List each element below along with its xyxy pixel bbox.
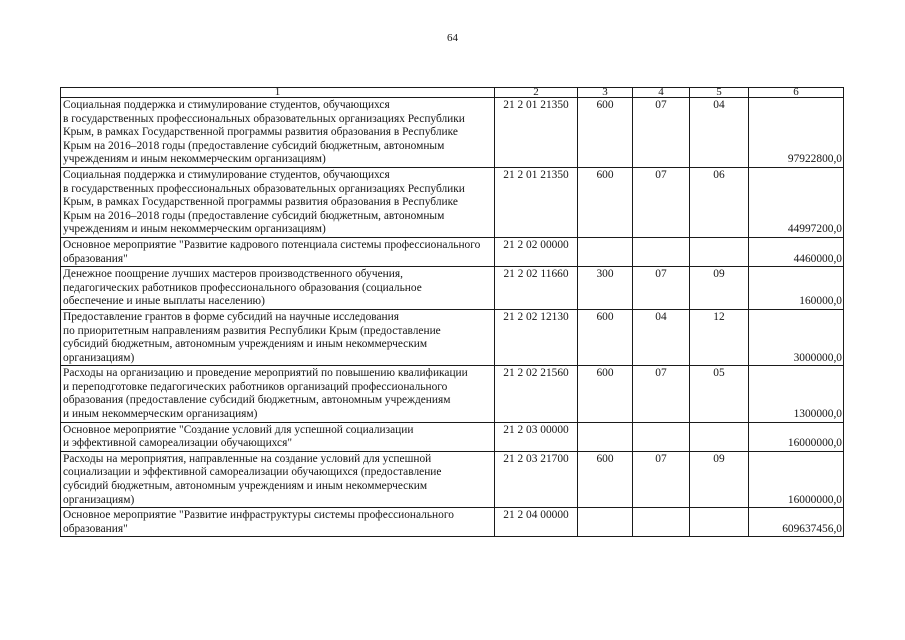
cell-column-6: 4460000,0 [749,237,844,266]
cell-column-6: 3000000,0 [749,309,844,365]
description-line: учреждениям и иным некоммерческим организациям) [63,223,326,236]
cell-column-4 [633,508,690,537]
description-line: Основное мероприятие "Создание условий для успешной социализации [63,423,414,436]
table-row [61,508,844,537]
header-cell-2: 2 [495,88,578,98]
cell-column-4: 07 [633,167,690,237]
description-line: Расходы на мероприятия, направленные на создание условий для успешной [63,452,432,465]
cell-column-5: 09 [690,267,749,310]
description-line: Денежное поощрение лучших мастеров производственного обучения, [63,268,403,281]
description-line: Социальная поддержка и стимулирование студентов, обучающихся [63,99,390,111]
description-line: педагогических работников профессионального образования (социальное [63,281,422,294]
header-cell-3: 3 [578,88,633,98]
table-row [61,267,844,310]
cell-column-4: 07 [633,451,690,507]
description-line: образования (предоставление субсидий бюджетным, автономным учреждениям [63,394,451,407]
cell-column-4: 07 [633,98,690,168]
cell-column-3: 300 [578,267,633,310]
description-line: учреждениям и иным некоммерческим организациям) [63,153,326,166]
description-line: Социальная поддержка и стимулирование студентов, обучающихся [63,168,390,181]
cell-column-5 [690,508,749,537]
cell-column-1 [61,98,495,168]
cell-column-1 [61,508,495,537]
cell-column-4 [633,237,690,266]
budget-table [60,87,844,537]
description-line: и эффективной самореализации обучающихся" [63,437,292,450]
cell-column-6: 16000000,0 [749,422,844,451]
cell-column-1 [61,267,495,310]
cell-column-1 [61,366,495,422]
cell-column-2: 21 2 02 11660 [495,267,578,310]
description-line: и иным некоммерческим организациям) [63,408,258,421]
description-line: Крым на 2016–2018 годы (предоставление субсидий бюджетным, автономным [63,209,445,222]
cell-column-6: 160000,0 [749,267,844,310]
cell-column-5: 12 [690,309,749,365]
cell-column-3: 600 [578,167,633,237]
cell-column-1 [61,451,495,507]
cell-column-3: 600 [578,366,633,422]
cell-column-2: 21 2 02 21560 [495,366,578,422]
description-line: в государственных профессиональных образовательных организациях Республики [63,112,465,125]
cell-column-2: 21 2 01 21350 [495,167,578,237]
cell-column-4: 04 [633,309,690,365]
table-header-row [61,88,844,98]
cell-column-6: 1300000,0 [749,366,844,422]
description-line: Расходы на организацию и проведение мероприятий по повышению квалификации [63,367,468,380]
description-line: Крым, в рамках Государственной программы развития образования в Республике [63,196,458,209]
cell-column-3 [578,508,633,537]
description-line: по приоритетным направлениям развития Республики Крым (предоставление [63,324,441,337]
cell-column-5 [690,422,749,451]
cell-column-5: 04 [690,98,749,168]
cell-column-4 [633,422,690,451]
cell-column-3 [578,237,633,266]
description-line: социализации и эффективной самореализации обучающихся (предоставление [63,466,442,479]
header-cell-4: 4 [633,88,690,98]
table-row [61,98,844,168]
header-cell-1: 1 [61,88,495,98]
cell-column-5: 05 [690,366,749,422]
cell-column-2: 21 2 04 00000 [495,508,578,537]
description-line: Основное мероприятие "Развитие инфраструктуры системы профессионального [63,509,454,522]
table-row [61,422,844,451]
description-line: Основное мероприятие "Развитие кадрового потенциала системы профессионального [63,238,481,251]
cell-column-4: 07 [633,267,690,310]
cell-column-5: 06 [690,167,749,237]
cell-column-4: 07 [633,366,690,422]
table-row [61,366,844,422]
cell-column-1 [61,167,495,237]
table-row [61,237,844,266]
description-line: обеспечение и иные выплаты населению) [63,295,265,308]
cell-column-3: 600 [578,451,633,507]
cell-column-6: 44997200,0 [749,167,844,237]
cell-column-2: 21 2 03 00000 [495,422,578,451]
cell-column-5 [690,237,749,266]
cell-column-6: 609637456,0 [749,508,844,537]
description-line: в государственных профессиональных образовательных организациях Республики [63,182,465,195]
table-row [61,309,844,365]
cell-column-3 [578,422,633,451]
header-cell-6: 6 [749,88,844,98]
cell-column-2: 21 2 02 00000 [495,237,578,266]
cell-column-6: 97922800,0 [749,98,844,168]
table-row [61,167,844,237]
cell-column-2: 21 2 03 21700 [495,451,578,507]
page-number: 64 [447,32,458,44]
description-line: организациям) [63,493,135,506]
header-cell-5: 5 [690,88,749,98]
cell-column-2: 21 2 02 12130 [495,309,578,365]
cell-column-3: 600 [578,98,633,168]
description-line: организациям) [63,351,135,364]
table-body [61,88,844,537]
cell-column-1 [61,237,495,266]
cell-column-3: 600 [578,309,633,365]
description-line: и переподготовке педагогических работников организаций профессионального [63,380,448,393]
cell-column-2: 21 2 01 21350 [495,98,578,168]
table-row [61,451,844,507]
cell-column-1 [61,422,495,451]
cell-column-1 [61,309,495,365]
description-line: Крым, в рамках Государственной программы развития образования в Республике [63,126,458,139]
description-line: образования" [63,252,128,265]
cell-column-6: 16000000,0 [749,451,844,507]
description-line: субсидий бюджетным, автономным учреждениям и иным некоммерческим [63,480,428,493]
description-line: Предоставление грантов в форме субсидий на научные исследования [63,310,399,323]
description-line: Крым на 2016–2018 годы (предоставление субсидий бюджетным, автономным [63,139,445,152]
description-line: субсидий бюджетным, автономным учреждениям и иным некоммерческим [63,338,428,351]
cell-column-5: 09 [690,451,749,507]
description-line: образования" [63,522,128,535]
